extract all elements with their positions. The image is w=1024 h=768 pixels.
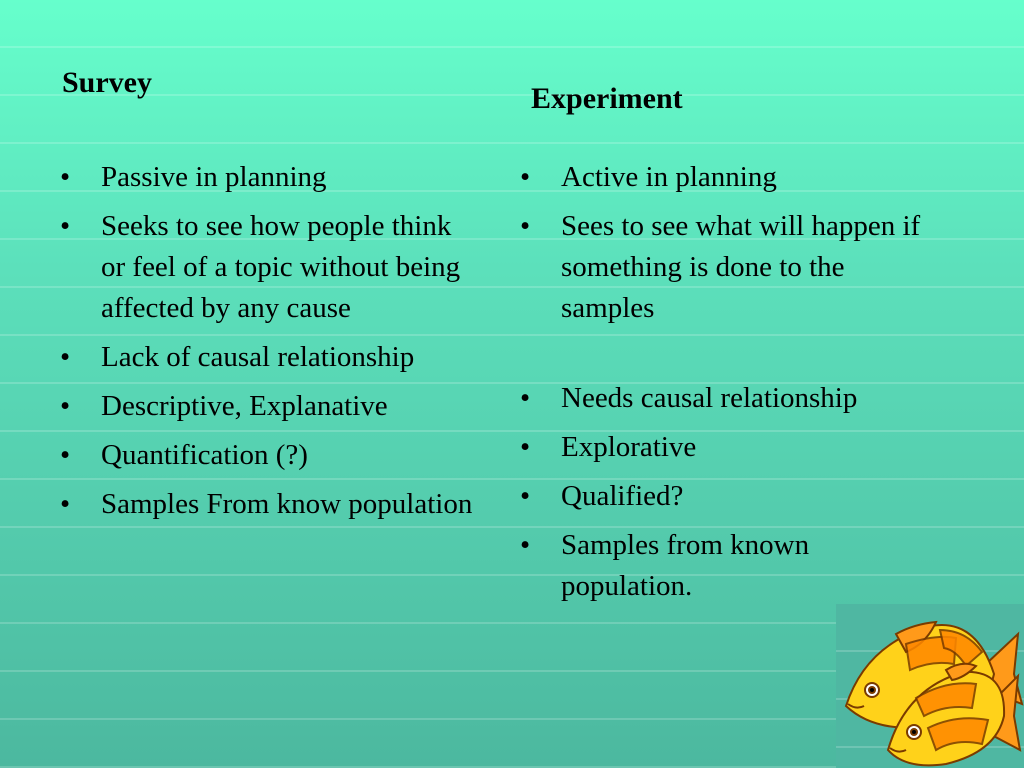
list-item xyxy=(60,206,480,329)
list-item-text: Needs causal relationship xyxy=(561,382,858,414)
list-item xyxy=(520,427,940,468)
list-item-text: Samples from known population. xyxy=(561,529,810,602)
list-item-text: Quantification (?) xyxy=(101,439,308,471)
list-item xyxy=(520,157,940,198)
bullet-icon: • xyxy=(60,210,71,242)
list-item-text: Lack of causal relationship xyxy=(101,341,415,373)
bullet-icon: • xyxy=(520,210,531,242)
bullet-icon: • xyxy=(520,382,531,414)
list-item-text: Samples From know population xyxy=(101,488,473,520)
list-item xyxy=(60,484,480,525)
bullet-icon: • xyxy=(60,439,71,471)
list-item-text: Passive in planning xyxy=(101,161,327,193)
experiment-list xyxy=(520,157,940,615)
list-item xyxy=(520,525,940,607)
list-item-text: Active in planning xyxy=(561,161,777,193)
bullet-icon: • xyxy=(520,480,531,512)
bullet-icon: • xyxy=(520,161,531,193)
survey-list xyxy=(60,157,480,533)
list-item xyxy=(520,206,940,329)
bullet-icon: • xyxy=(60,161,71,193)
list-item-text: Seeks to see how people think or feel of a topic without being affected by any cause xyxy=(101,210,461,324)
list-item xyxy=(520,378,940,419)
list-item xyxy=(60,435,480,476)
bullet-icon: • xyxy=(520,431,531,463)
two-fish-clipart-icon xyxy=(836,604,1024,768)
bullet-icon: • xyxy=(60,390,71,422)
list-item-text: Explorative xyxy=(561,431,697,463)
list-item xyxy=(60,337,480,378)
list-item xyxy=(520,476,940,517)
bullet-icon: • xyxy=(60,341,71,373)
list-item xyxy=(60,386,480,427)
list-item xyxy=(60,157,480,198)
bullet-icon: • xyxy=(520,529,531,561)
list-item-text: Descriptive, Explanative xyxy=(101,390,388,422)
list-item-text: Qualified? xyxy=(561,480,684,512)
list-item-text: Sees to see what will happen if something is done to the samples xyxy=(561,210,921,324)
survey-heading: Survey xyxy=(62,66,152,99)
bullet-icon: • xyxy=(60,488,71,520)
experiment-heading: Experiment xyxy=(531,82,683,115)
